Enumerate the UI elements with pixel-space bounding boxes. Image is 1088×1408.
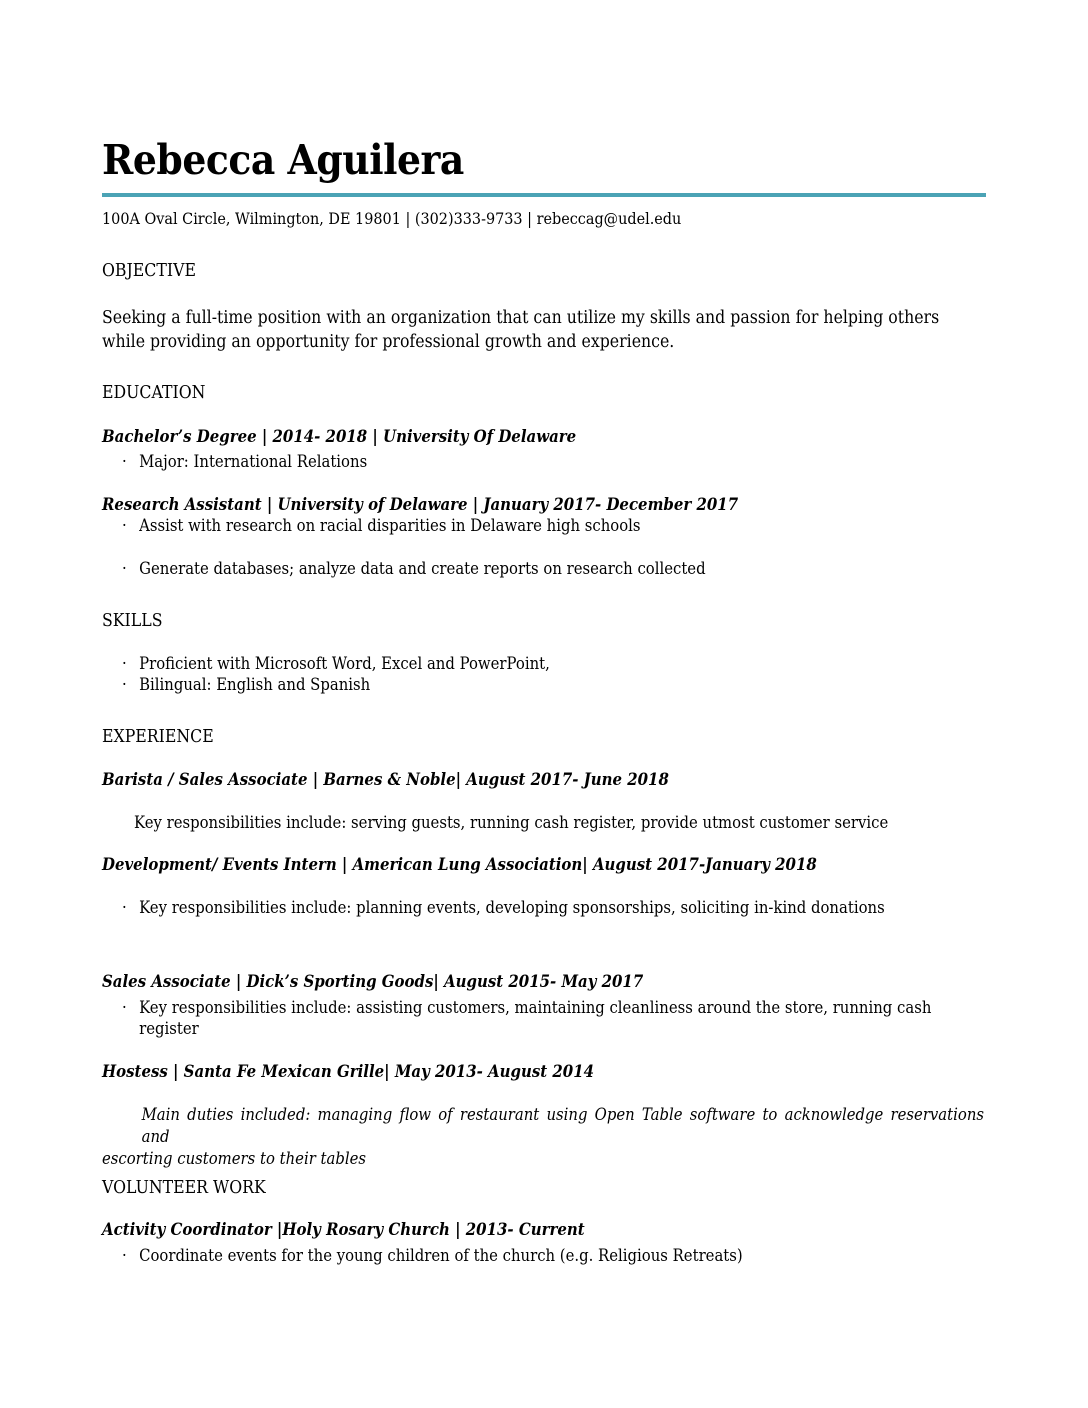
contact-info: 100A Oval Circle, Wilmington, DE 19801 | (302)333-9733 | rebeccag@udel.edu [102,209,682,228]
bullet-item: · Major: International Relations [122,452,368,471]
bullet-item: · Coordinate events for the young children of the church (e.g. Religious Retreats) [122,1246,743,1265]
bullet-item: · Generate databases; analyze data and create reports on research collected [122,559,706,578]
education-entry-title: Bachelor’s Degree | 2014- 2018 | University Of Delaware [102,427,577,447]
section-heading-education: EDUCATION [102,383,206,403]
bullet-continuation: register [139,1019,199,1038]
bullet-icon: · [122,1246,127,1265]
resume-name: Rebecca Aguilera [102,136,464,184]
section-heading-volunteer: VOLUNTEER WORK [102,1178,266,1198]
volunteer-entry-title: Activity Coordinator |Holy Rosary Church | 2013- Current [102,1220,585,1240]
section-heading-experience: EXPERIENCE [102,727,214,747]
bullet-icon: · [122,654,127,673]
bullet-icon: · [122,998,127,1017]
experience-description: Key responsibilities include: serving guests, running cash register, provide utmost customer service [134,813,889,832]
objective-line-1: Seeking a full-time position with an organization that can utilize my skills and passion for helping others [102,308,940,328]
experience-entry-title: Development/ Events Intern | American Lung Association| August 2017-January 2018 [102,855,817,875]
bullet-item: · Key responsibilities include: assisting customers, maintaining cleanliness around the store, running cash [122,998,932,1017]
header-divider [102,193,986,197]
section-heading-objective: OBJECTIVE [102,261,196,281]
experience-description-italic: Main duties included: managing flow of restaurant using Open Table software to acknowledge reservations and escorting customers to their tables [102,1105,985,1168]
experience-entry-title: Sales Associate | Dick’s Sporting Goods| August 2015- May 2017 [102,972,644,992]
section-heading-skills: SKILLS [102,611,163,631]
bullet-item: · Proficient with Microsoft Word, Excel and PowerPoint, [122,654,550,673]
bullet-icon: · [122,452,127,471]
bullet-item: · Bilingual: English and Spanish [122,675,371,694]
experience-entry-title: Barista / Sales Associate | Barnes & Noble| August 2017- June 2018 [102,770,669,790]
bullet-icon: · [122,898,127,917]
bullet-item: · Assist with research on racial disparities in Delaware high schools [122,516,641,535]
bullet-icon: · [122,516,127,535]
bullet-item: · Key responsibilities include: planning events, developing sponsorships, soliciting in-kind donations [122,898,885,917]
bullet-icon: · [122,559,127,578]
bullet-icon: · [122,675,127,694]
experience-entry-title: Hostess | Santa Fe Mexican Grille| May 2013- August 2014 [102,1062,595,1082]
education-entry-title: Research Assistant | University of Delaware | January 2017- December 2017 [102,495,739,515]
objective-line-2: while providing an opportunity for professional growth and experience. [102,332,675,352]
